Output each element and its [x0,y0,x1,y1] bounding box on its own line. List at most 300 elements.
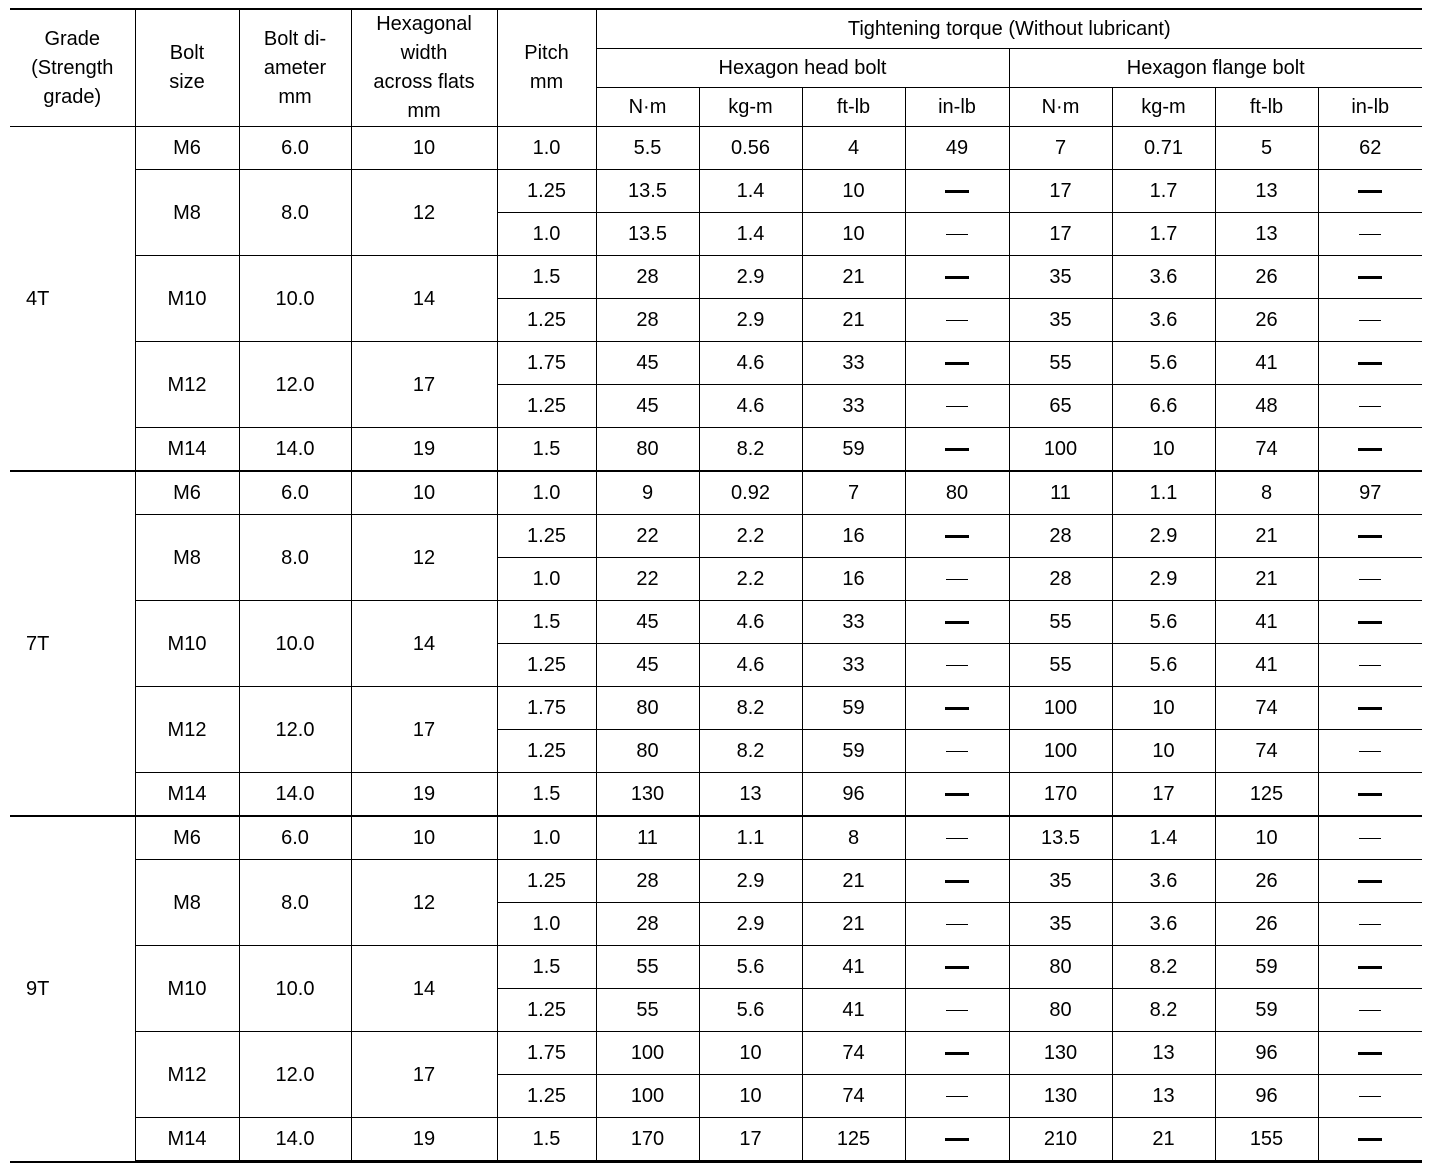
bolt-size-cell: M14 [135,428,239,472]
head-nm-cell: 45 [596,644,699,687]
table-row [10,170,1422,213]
hex-width-cell: 19 [351,1118,497,1162]
flange-inlb-cell [1318,989,1422,1032]
flange-nm-cell: 35 [1009,903,1112,946]
bolt-size-cell: M10 [135,946,239,1032]
pitch-cell: 1.25 [497,1075,596,1118]
flange-unit-header: in-lb [1318,88,1422,127]
not-applicable-dash [946,579,968,580]
hex-width-cell: 17 [351,342,497,428]
flange-nm-cell: 65 [1009,385,1112,428]
head-nm-cell: 55 [596,946,699,989]
head-nm-cell: 100 [596,1032,699,1075]
not-applicable-dash [1359,320,1381,321]
flange-ftlb-cell: 59 [1215,946,1318,989]
not-applicable-dash [1358,1052,1382,1055]
head-inlb-cell: 80 [905,471,1009,515]
head-kgm-cell: 10 [699,1075,802,1118]
bolt-diameter-cell: 10.0 [239,601,351,687]
flange-kgm-cell: 6.6 [1112,385,1215,428]
flange-inlb-cell [1318,860,1422,903]
head-inlb-cell [905,644,1009,687]
table-row [10,860,1422,903]
hex-width-cell: 10 [351,127,497,170]
flange-inlb-cell [1318,342,1422,385]
not-applicable-dash [945,966,969,969]
not-applicable-dash [1359,1010,1381,1011]
head-kgm-cell: 2.2 [699,515,802,558]
head-ftlb-cell: 10 [802,213,905,256]
head-inlb-cell [905,1075,1009,1118]
flange-ftlb-cell: 26 [1215,860,1318,903]
bolt-size-header: Bolt size [135,9,239,127]
hex-width-cell: 14 [351,601,497,687]
hex-width-header: Hexagonal width across flats mm [351,9,497,127]
flange-ftlb-cell: 155 [1215,1118,1318,1162]
hex-width-cell: 19 [351,773,497,817]
flange-kgm-cell: 1.7 [1112,213,1215,256]
head-kgm-cell: 5.6 [699,989,802,1032]
head-kgm-cell: 8.2 [699,730,802,773]
bolt-diameter-cell: 8.0 [239,860,351,946]
not-applicable-dash [1358,362,1382,365]
not-applicable-dash [1359,924,1381,925]
flange-ftlb-cell: 74 [1215,687,1318,730]
flange-ftlb-cell: 59 [1215,989,1318,1032]
not-applicable-dash [945,276,969,279]
flange-inlb-cell: 97 [1318,471,1422,515]
flange-kgm-cell: 8.2 [1112,946,1215,989]
flange-kgm-cell: 5.6 [1112,601,1215,644]
pitch-cell: 1.5 [497,256,596,299]
table-row [10,773,1422,817]
bolt-size-cell: M6 [135,127,239,170]
flange-kgm-cell: 0.71 [1112,127,1215,170]
bolt-diameter-cell: 10.0 [239,256,351,342]
head-nm-cell: 80 [596,428,699,472]
flange-unit-header: ft-lb [1215,88,1318,127]
pitch-cell: 1.0 [497,816,596,860]
not-applicable-dash [946,1010,968,1011]
pitch-cell: 1.25 [497,644,596,687]
flange-nm-cell: 100 [1009,730,1112,773]
not-applicable-dash [946,320,968,321]
flange-nm-cell: 55 [1009,342,1112,385]
head-ftlb-cell: 125 [802,1118,905,1162]
pitch-cell: 1.5 [497,1118,596,1162]
head-nm-cell: 55 [596,989,699,1032]
grade-cell: 7T [10,471,135,816]
pitch-cell: 1.25 [497,299,596,342]
head-ftlb-cell: 7 [802,471,905,515]
flange-nm-cell: 35 [1009,860,1112,903]
flange-inlb-cell [1318,515,1422,558]
table-row [10,256,1422,299]
head-kgm-cell: 2.9 [699,256,802,299]
table-row [10,515,1422,558]
pitch-cell: 1.0 [497,471,596,515]
flange-kgm-cell: 1.1 [1112,471,1215,515]
flange-kgm-cell: 5.6 [1112,644,1215,687]
flange-unit-header: kg-m [1112,88,1215,127]
bolt-diameter-cell: 8.0 [239,170,351,256]
pitch-cell: 1.0 [497,213,596,256]
table-row [10,816,1422,860]
not-applicable-dash [946,924,968,925]
flange-kgm-cell: 1.7 [1112,170,1215,213]
flange-nm-cell: 11 [1009,471,1112,515]
table-body [10,127,1422,1162]
hex-width-cell: 19 [351,428,497,472]
head-kgm-cell: 8.2 [699,687,802,730]
head-nm-cell: 13.5 [596,213,699,256]
head-ftlb-cell: 41 [802,946,905,989]
flange-nm-cell: 55 [1009,601,1112,644]
flange-nm-cell: 35 [1009,256,1112,299]
head-ftlb-cell: 59 [802,687,905,730]
pitch-cell: 1.75 [497,342,596,385]
not-applicable-dash [945,1138,969,1141]
head-inlb-cell [905,170,1009,213]
flange-ftlb-cell: 26 [1215,903,1318,946]
head-ftlb-cell: 74 [802,1075,905,1118]
head-inlb-cell [905,730,1009,773]
pitch-cell: 1.25 [497,385,596,428]
flange-inlb-cell [1318,816,1422,860]
flange-inlb-cell [1318,903,1422,946]
head-inlb-cell [905,342,1009,385]
head-kgm-cell: 0.92 [699,471,802,515]
flange-ftlb-cell: 21 [1215,558,1318,601]
flange-inlb-cell [1318,687,1422,730]
head-inlb-cell [905,558,1009,601]
not-applicable-dash [945,621,969,624]
not-applicable-dash [1359,406,1381,407]
flange-inlb-cell [1318,730,1422,773]
head-kgm-cell: 2.9 [699,299,802,342]
flange-ftlb-cell: 5 [1215,127,1318,170]
head-ftlb-cell: 33 [802,342,905,385]
not-applicable-dash [945,707,969,710]
hex-width-cell: 12 [351,515,497,601]
head-inlb-cell [905,515,1009,558]
head-kgm-cell: 1.4 [699,213,802,256]
head-kgm-cell: 10 [699,1032,802,1075]
head-nm-cell: 28 [596,860,699,903]
hex-width-cell: 12 [351,860,497,946]
flange-kgm-cell: 17 [1112,773,1215,817]
not-applicable-dash [1358,1138,1382,1141]
bolt-size-cell: M8 [135,170,239,256]
flange-inlb-cell [1318,256,1422,299]
flange-kgm-cell: 1.4 [1112,816,1215,860]
flange-inlb-cell [1318,428,1422,472]
flange-ftlb-cell: 10 [1215,816,1318,860]
head-kgm-cell: 5.6 [699,946,802,989]
hex-width-cell: 17 [351,687,497,773]
bolt-size-cell: M12 [135,342,239,428]
table-row [10,471,1422,515]
not-applicable-dash [1358,535,1382,538]
flange-kgm-cell: 10 [1112,687,1215,730]
flange-nm-cell: 17 [1009,213,1112,256]
flange-kgm-cell: 5.6 [1112,342,1215,385]
pitch-cell: 1.75 [497,1032,596,1075]
head-nm-cell: 45 [596,385,699,428]
pitch-cell: 1.5 [497,601,596,644]
not-applicable-dash [946,751,968,752]
not-applicable-dash [1358,707,1382,710]
not-applicable-dash [945,1052,969,1055]
head-inlb-cell [905,256,1009,299]
head-kgm-cell: 4.6 [699,601,802,644]
bolt-diameter-cell: 12.0 [239,1032,351,1118]
head-ftlb-cell: 16 [802,515,905,558]
bolt-diameter-cell: 8.0 [239,515,351,601]
flange-kgm-cell: 3.6 [1112,860,1215,903]
head-ftlb-cell: 59 [802,428,905,472]
head-nm-cell: 80 [596,730,699,773]
flange-inlb-cell [1318,1118,1422,1162]
head-nm-cell: 9 [596,471,699,515]
bolt-size-cell: M10 [135,601,239,687]
flange-kgm-cell: 21 [1112,1118,1215,1162]
flange-ftlb-cell: 74 [1215,730,1318,773]
table-row [10,127,1422,170]
flange-nm-cell: 17 [1009,170,1112,213]
bolt-size-cell: M6 [135,471,239,515]
bolt-diameter-cell: 14.0 [239,773,351,817]
flange-kgm-cell: 2.9 [1112,558,1215,601]
head-inlb-cell [905,385,1009,428]
not-applicable-dash [1359,665,1381,666]
flange-ftlb-cell: 26 [1215,256,1318,299]
not-applicable-dash [1358,448,1382,451]
flange-kgm-cell: 13 [1112,1075,1215,1118]
grade-cell: 4T [10,127,135,472]
pitch-cell: 1.25 [497,170,596,213]
flange-nm-cell: 7 [1009,127,1112,170]
flange-unit-header: N·m [1009,88,1112,127]
flange-ftlb-cell: 41 [1215,601,1318,644]
flange-ftlb-cell: 13 [1215,213,1318,256]
head-kgm-cell: 1.4 [699,170,802,213]
head-kgm-cell: 17 [699,1118,802,1162]
pitch-cell: 1.0 [497,558,596,601]
not-applicable-dash [946,838,968,839]
head-inlb-cell [905,687,1009,730]
hex-width-cell: 17 [351,1032,497,1118]
head-nm-cell: 170 [596,1118,699,1162]
not-applicable-dash [945,362,969,365]
table-row [10,342,1422,385]
bolt-diameter-cell: 12.0 [239,687,351,773]
head-inlb-cell: 49 [905,127,1009,170]
flange-kgm-cell: 13 [1112,1032,1215,1075]
bolt-size-cell: M10 [135,256,239,342]
flange-ftlb-cell: 26 [1215,299,1318,342]
head-ftlb-cell: 21 [802,256,905,299]
table-header [10,9,1422,127]
pitch-cell: 1.0 [497,903,596,946]
head-inlb-cell [905,213,1009,256]
grade-header: Grade (Strength grade) [10,9,135,127]
flange-nm-cell: 130 [1009,1075,1112,1118]
head-ftlb-cell: 8 [802,816,905,860]
head-inlb-cell [905,1032,1009,1075]
pitch-header: Pitch mm [497,9,596,127]
head-ftlb-cell: 33 [802,385,905,428]
pitch-cell: 1.0 [497,127,596,170]
bolt-diameter-cell: 14.0 [239,428,351,472]
head-ftlb-cell: 59 [802,730,905,773]
hex-width-cell: 10 [351,816,497,860]
hex-width-cell: 12 [351,170,497,256]
not-applicable-dash [946,1096,968,1097]
head-inlb-cell [905,946,1009,989]
not-applicable-dash [945,793,969,796]
head-kgm-cell: 1.1 [699,816,802,860]
flange-ftlb-cell: 41 [1215,342,1318,385]
head-inlb-cell [905,1118,1009,1162]
not-applicable-dash [1359,579,1381,580]
flange-ftlb-cell: 21 [1215,515,1318,558]
flange-nm-cell: 28 [1009,515,1112,558]
flange-nm-cell: 28 [1009,558,1112,601]
not-applicable-dash [1358,621,1382,624]
head-unit-header: ft-lb [802,88,905,127]
head-ftlb-cell: 21 [802,299,905,342]
table-row [10,687,1422,730]
not-applicable-dash [1359,838,1381,839]
head-kgm-cell: 2.2 [699,558,802,601]
head-kgm-cell: 13 [699,773,802,817]
not-applicable-dash [1358,880,1382,883]
head-nm-cell: 22 [596,558,699,601]
flange-inlb-cell [1318,644,1422,687]
flange-nm-cell: 55 [1009,644,1112,687]
head-ftlb-cell: 96 [802,773,905,817]
flange-ftlb-cell: 125 [1215,773,1318,817]
flange-nm-cell: 35 [1009,299,1112,342]
flange-ftlb-cell: 41 [1215,644,1318,687]
table-row [10,428,1422,472]
flange-inlb-cell [1318,558,1422,601]
flange-inlb-cell [1318,601,1422,644]
head-kgm-cell: 4.6 [699,644,802,687]
pitch-cell: 1.5 [497,428,596,472]
not-applicable-dash [945,880,969,883]
flange-inlb-cell [1318,1032,1422,1075]
bolt-size-cell: M6 [135,816,239,860]
flange-inlb-cell [1318,1075,1422,1118]
head-kgm-cell: 4.6 [699,342,802,385]
flange-kgm-cell: 3.6 [1112,903,1215,946]
head-nm-cell: 130 [596,773,699,817]
flange-inlb-cell [1318,299,1422,342]
head-ftlb-cell: 21 [802,903,905,946]
head-kgm-cell: 8.2 [699,428,802,472]
head-ftlb-cell: 41 [802,989,905,1032]
not-applicable-dash [946,406,968,407]
pitch-cell: 1.5 [497,773,596,817]
head-ftlb-cell: 33 [802,601,905,644]
head-unit-header: N·m [596,88,699,127]
flange-kgm-cell: 10 [1112,428,1215,472]
bolt-diameter-cell: 6.0 [239,816,351,860]
head-kgm-cell: 2.9 [699,903,802,946]
head-unit-header: kg-m [699,88,802,127]
not-applicable-dash [1358,966,1382,969]
head-inlb-cell [905,816,1009,860]
not-applicable-dash [945,190,969,193]
bolt-diameter-cell: 10.0 [239,946,351,1032]
table-row [10,601,1422,644]
flange-inlb-cell [1318,946,1422,989]
head-nm-cell: 45 [596,342,699,385]
head-nm-cell: 5.5 [596,127,699,170]
head-nm-cell: 100 [596,1075,699,1118]
flange-nm-cell: 100 [1009,687,1112,730]
flange-kgm-cell: 3.6 [1112,256,1215,299]
head-ftlb-cell: 21 [802,860,905,903]
not-applicable-dash [1359,1096,1381,1097]
flange-ftlb-cell: 96 [1215,1032,1318,1075]
bolt-size-cell: M12 [135,1032,239,1118]
head-inlb-cell [905,860,1009,903]
flange-nm-cell: 130 [1009,1032,1112,1075]
hex-width-cell: 14 [351,256,497,342]
flange-ftlb-cell: 74 [1215,428,1318,472]
head-ftlb-cell: 74 [802,1032,905,1075]
head-nm-cell: 80 [596,687,699,730]
head-kgm-cell: 0.56 [699,127,802,170]
not-applicable-dash [946,234,968,235]
head-inlb-cell [905,299,1009,342]
flange-ftlb-cell: 96 [1215,1075,1318,1118]
flange-inlb-cell [1318,213,1422,256]
head-nm-cell: 45 [596,601,699,644]
not-applicable-dash [1358,793,1382,796]
table-row [10,946,1422,989]
hex-flange-bolt-header: Hexagon flange bolt [1009,49,1422,88]
table-row [10,1118,1422,1162]
head-inlb-cell [905,773,1009,817]
grade-cell: 9T [10,816,135,1162]
pitch-cell: 1.25 [497,989,596,1032]
head-nm-cell: 28 [596,299,699,342]
bolt-diameter-cell: 6.0 [239,127,351,170]
bolt-size-cell: M12 [135,687,239,773]
head-inlb-cell [905,428,1009,472]
hex-head-bolt-header: Hexagon head bolt [596,49,1009,88]
bolt-torque-table [10,8,1422,1163]
bolt-size-cell: M8 [135,515,239,601]
head-inlb-cell [905,903,1009,946]
head-kgm-cell: 2.9 [699,860,802,903]
not-applicable-dash [945,448,969,451]
tightening-torque-header: Tightening torque (Without lubricant) [596,9,1422,49]
head-ftlb-cell: 10 [802,170,905,213]
not-applicable-dash [1359,751,1381,752]
bolt-size-cell: M14 [135,773,239,817]
pitch-cell: 1.25 [497,860,596,903]
not-applicable-dash [945,535,969,538]
pitch-cell: 1.25 [497,730,596,773]
pitch-cell: 1.5 [497,946,596,989]
head-nm-cell: 28 [596,903,699,946]
not-applicable-dash [1358,276,1382,279]
